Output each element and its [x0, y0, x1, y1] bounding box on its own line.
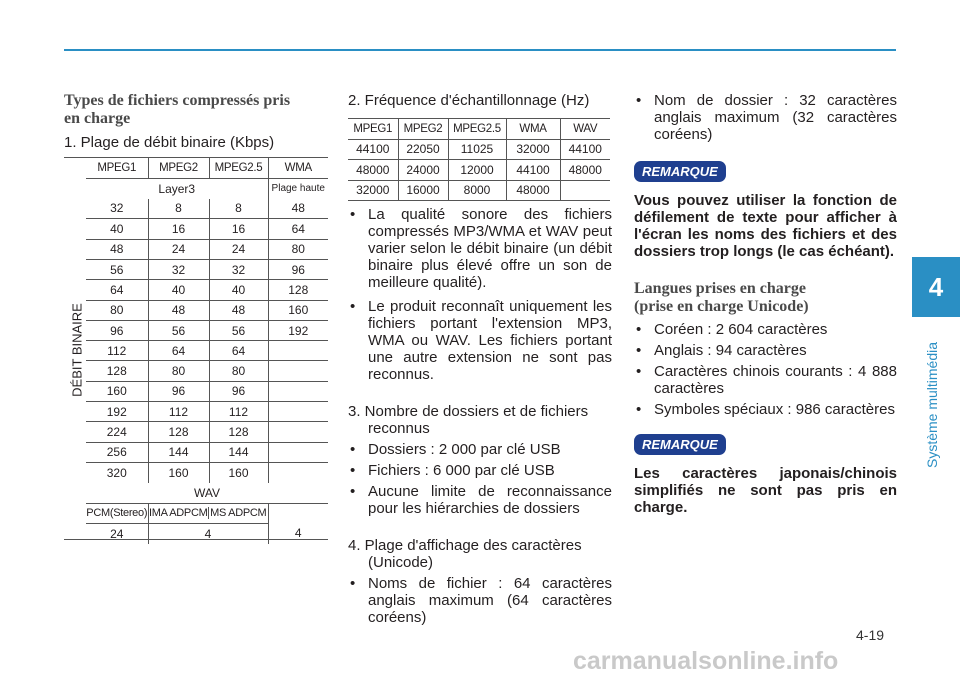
table-header-cell: IMA ADPCM MS ADPCM: [148, 503, 268, 523]
table-cell: 8: [148, 199, 209, 219]
table-row: [86, 462, 328, 482]
table-row: [86, 239, 328, 259]
table-cell: 64: [86, 280, 148, 300]
column-middle-text: [348, 206, 612, 626]
table-cell: 80: [268, 239, 328, 259]
list-item: • La qualité sonore des fichiers compressés MP3/WMA et WAV peut varier selon le débit binaire (un débit binaire plus élevé offre un son de meilleure qualité).: [348, 206, 612, 291]
table-cell: 24000: [398, 160, 448, 181]
column-left: [64, 92, 334, 151]
table-cell: 96: [86, 320, 148, 340]
watermark: carmanualsonline.info: [573, 647, 839, 675]
table-row: [86, 523, 328, 543]
table-cell: 96: [148, 381, 209, 401]
table-cell: 128: [268, 280, 328, 300]
table-cell: 192: [86, 402, 148, 422]
table-cell: 192: [268, 320, 328, 340]
column-middle: [348, 92, 612, 109]
table-header-cell: WMA: [268, 158, 328, 178]
table-cell: 160: [148, 462, 209, 482]
table-cell: 320: [86, 462, 148, 482]
table-row: [86, 381, 328, 401]
frequency-table: [348, 118, 610, 201]
list-item: • Coréen : 2 604 caractères: [634, 321, 897, 338]
table-cell: [268, 361, 328, 381]
note-text: Les caractères japonais/chinois simplifiés ne sont pas pris en charge.: [634, 465, 897, 516]
list-item: • Caractères chinois courants : 4 888 caractères: [634, 363, 897, 397]
table-header-cell: MPEG1: [86, 158, 148, 178]
item-bitrate-range: 1. Plage de débit binaire (Kbps): [64, 134, 275, 151]
table-cell: 22050: [398, 139, 448, 160]
table-row: [348, 160, 610, 181]
list-item: • Le produit reconnaît uniquement les fichiers portant l'extension MP3, WMA ou WAV. Les fichiers portant une autre extension ne sont pas reconnus.: [348, 298, 612, 383]
plage-haute-cell: Plage haute: [271, 183, 325, 195]
table-cell: 96: [209, 381, 268, 401]
table-cell: 144: [148, 442, 209, 462]
table-header-cell: MPEG2: [148, 158, 209, 178]
table-cell: 48: [148, 300, 209, 320]
table-cell: [268, 462, 328, 482]
table-cell: 56: [86, 259, 148, 279]
table-cell: 80: [86, 300, 148, 320]
table-cell: 96: [268, 259, 328, 279]
chapter-label: Système multimédia: [924, 341, 940, 469]
table-cell: 44100: [348, 139, 398, 160]
table-row: [86, 158, 328, 178]
table-cell: 256: [86, 442, 148, 462]
table-cell: 160: [268, 300, 328, 320]
table-cell: 44100: [506, 160, 560, 181]
table-row: [86, 422, 328, 442]
section-heading-formats: Types de fichiers compressés pris en charge: [64, 92, 291, 127]
table-header-cell: MPEG2.5: [209, 158, 268, 178]
table-cell: 112: [86, 341, 148, 361]
top-rule: [64, 49, 896, 51]
wav-label-cell: WAV: [86, 483, 328, 503]
item-folder-count: 3. Nombre de dossiers et de fichiers reconnus: [348, 403, 589, 437]
column-right: [634, 92, 897, 516]
table-cell: 128: [209, 422, 268, 442]
table-cell: 48000: [506, 180, 560, 201]
table-row: [86, 280, 328, 300]
table-cell: 11025: [448, 139, 506, 160]
list-item: • Symboles spéciaux : 986 caractères: [634, 401, 897, 418]
table-cell: 16: [209, 219, 268, 239]
table-cell: 32: [148, 259, 209, 279]
list-item: • Noms de fichier : 64 caractères anglais maximum (64 caractères coréens): [348, 575, 612, 626]
table-row: [348, 180, 610, 201]
table-cell: [268, 341, 328, 361]
remarque-badge: REMARQUE: [634, 161, 726, 182]
list-item: • Anglais : 94 caractères: [634, 342, 897, 359]
table-cell: 24: [209, 239, 268, 259]
table-cell: 48: [268, 199, 328, 219]
table-header-cell: WAV: [560, 119, 610, 140]
table-cell: 40: [209, 280, 268, 300]
table-cell: 160: [209, 462, 268, 482]
table-cell: 112: [209, 402, 268, 422]
table-cell: 16: [148, 219, 209, 239]
table-cell: 64: [148, 341, 209, 361]
list-item: • Fichiers : 6 000 par clé USB: [348, 462, 612, 479]
table-cell: 32: [86, 199, 148, 219]
bitrate-table: [64, 157, 328, 540]
section-heading-languages: Langues prises en charge (prise en charge Unicode): [634, 280, 809, 315]
table-header-cell: PCM(Stereo): [86, 503, 148, 523]
table-cell: 32: [209, 259, 268, 279]
table-row: [86, 178, 328, 198]
table-cell: 48: [209, 300, 268, 320]
table-row: [348, 119, 610, 140]
list-item: • Dossiers : 2 000 par clé USB: [348, 441, 612, 458]
item-sample-rate: 2. Fréquence d'échantillonnage (Hz): [348, 92, 590, 109]
table-cell: 56: [148, 320, 209, 340]
table-cell: [560, 180, 610, 201]
list-item: • Nom de dossier : 32 caractères anglais maximum (32 caractères coréens): [634, 92, 897, 143]
table-cell: 32000: [506, 139, 560, 160]
remarque-badge: REMARQUE: [634, 434, 726, 455]
table-row: [348, 139, 610, 160]
table-cell: 80: [148, 361, 209, 381]
table-cell: 4: [148, 523, 268, 543]
table-cell: 24: [86, 523, 148, 543]
table-cell: 32000: [348, 180, 398, 201]
table-cell: 44100: [560, 139, 610, 160]
table-cell: 128: [148, 422, 209, 442]
table-row: [86, 503, 328, 523]
table-cell: [268, 442, 328, 462]
table-row: [86, 320, 328, 340]
table-cell: 24: [148, 239, 209, 259]
layer3-cell: Layer3: [86, 178, 268, 198]
table-cell: 128: [86, 361, 148, 381]
table-cell: 64: [268, 219, 328, 239]
table-row: [86, 259, 328, 279]
table-cell: 48000: [560, 160, 610, 181]
table-cell: 48: [86, 239, 148, 259]
table-cell: 224: [86, 422, 148, 442]
table-row: [86, 199, 328, 219]
table-cell: 80: [209, 361, 268, 381]
table-cell: 56: [209, 320, 268, 340]
table-cell: 112: [148, 402, 209, 422]
table-row: [86, 402, 328, 422]
table-cell: [268, 402, 328, 422]
bitrate-side-label: DÉBIT BINAIRE: [69, 302, 85, 397]
chapter-tab: 4: [912, 257, 960, 317]
table-cell: 8000: [448, 180, 506, 201]
table-row: [86, 442, 328, 462]
table-row: [86, 483, 328, 503]
table-cell: 16000: [398, 180, 448, 201]
table-row: [86, 219, 328, 239]
table-cell: 4: [294, 526, 302, 541]
table-cell: 48000: [348, 160, 398, 181]
table-row: [86, 300, 328, 320]
table-cell: 8: [209, 199, 268, 219]
table-cell: 40: [86, 219, 148, 239]
list-item: • Aucune limite de reconnaissance pour les hiérarchies de dossiers: [348, 483, 612, 517]
table-cell: [268, 422, 328, 442]
table-header-cell: WMA: [506, 119, 560, 140]
table-row: [86, 341, 328, 361]
table-header-cell: MPEG2.5: [448, 119, 506, 140]
page-number: 4-19: [856, 627, 885, 643]
table-cell: 12000: [448, 160, 506, 181]
table-cell: 144: [209, 442, 268, 462]
table-row: [86, 361, 328, 381]
table-cell: 160: [86, 381, 148, 401]
table-cell: 64: [209, 341, 268, 361]
table-cell: [268, 381, 328, 401]
note-text: Vous pouvez utiliser la fonction de défilement de texte pour afficher à l'écran les noms des fichiers et des dossiers trop longs (le cas échéant).: [634, 192, 897, 260]
table-header-cell: MPEG1: [348, 119, 398, 140]
table-header-cell: MPEG2: [398, 119, 448, 140]
item-char-range: 4. Plage d'affichage des caractères (Unicode): [348, 537, 582, 571]
table-cell: 40: [148, 280, 209, 300]
